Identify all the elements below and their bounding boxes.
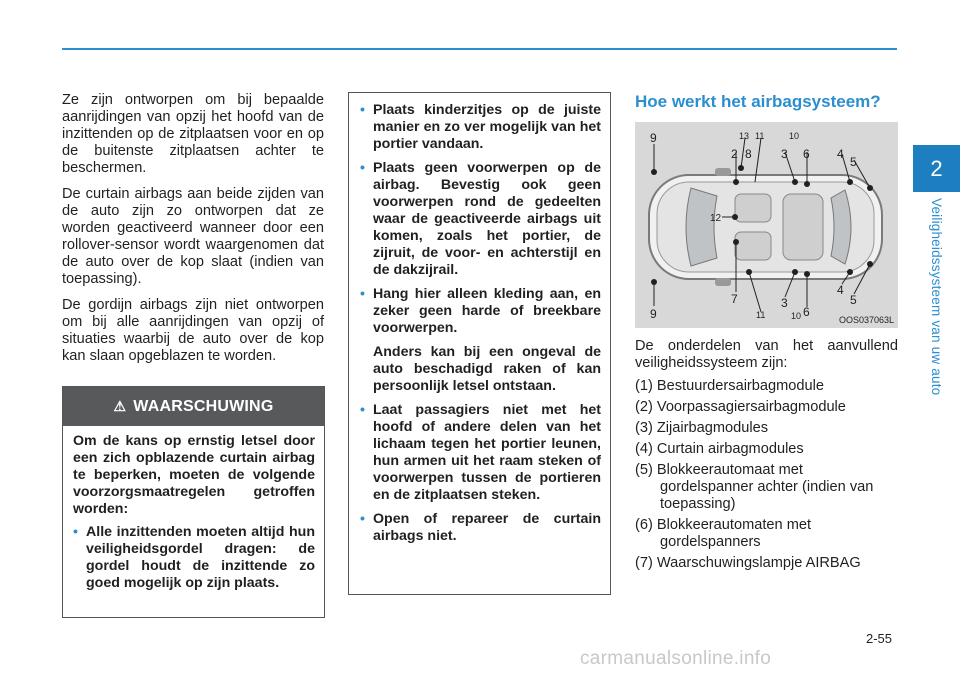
- list-item: (3) Zijairbagmodules: [635, 420, 769, 436]
- list-item: • Alle inzittenden moeten altijd hun veiligheidsgordel dragen: de gordel houdt de inzittende zo goed mogelijk op zijn plaats.: [73, 524, 315, 591]
- list-item: (5) Blokkeerautomaat met gordelspanner achter (indien van toepassing): [635, 462, 874, 512]
- bullet-icon: •: [360, 160, 365, 176]
- callout-label: 5: [850, 155, 857, 169]
- callout-label: 7: [731, 292, 738, 306]
- warning-header: [63, 387, 324, 426]
- caution-box: [348, 92, 611, 595]
- bullet-icon: •: [360, 102, 365, 118]
- chapter-number-tab: 2: [913, 145, 960, 192]
- header-rule: [62, 48, 897, 50]
- paragraph: De curtain airbags aan beide zijden van de auto zijn zo ontworpen dat ze worden geactiveerd wanneer door een rollover-sensor wordt waargenomen dat de auto over de kop slaat (indien van toepassing).: [62, 186, 324, 287]
- bullet-icon: •: [360, 286, 365, 302]
- warning-triangle-icon: ⚠: [113, 398, 127, 414]
- callout-label: 10: [789, 131, 800, 141]
- callout-label: 12: [710, 213, 722, 224]
- callout-label: 4: [837, 147, 844, 161]
- callout-label: 8: [745, 147, 752, 161]
- list-item: (4) Curtain airbagmodules: [635, 441, 804, 457]
- column-left: [62, 92, 324, 374]
- warning-box: [62, 386, 325, 618]
- list-item: (2) Voorpassagiersairbagmodule: [635, 399, 846, 415]
- callout-label: 3: [781, 296, 788, 310]
- warning-title: WAARSCHUWING: [133, 397, 274, 415]
- section-heading: Hoe werkt het airbagsysteem?: [635, 92, 881, 111]
- callout-label: 9: [650, 131, 657, 145]
- callout-label: 11: [755, 131, 765, 141]
- paragraph: De gordijn airbags zijn niet ontworpen om bij alle aanrijdingen van opzij of situaties waarbij de auto over de kop kan slaan opgeblazen te worden.: [62, 297, 324, 364]
- callout-label: 6: [803, 305, 810, 319]
- callout-labels: [635, 122, 898, 328]
- paragraph: Ze zijn ontworpen om bij bepaalde aanrijdingen van opzij het hoofd van de inzittenden op de zitplaatsen voor en op de buitenste zitplaatsen achter te beschermen.: [62, 92, 324, 176]
- list-item: (6) Blokkeerautomaten met gordelspanners: [635, 517, 812, 550]
- list-item: • Open of repareer de curtain airbags niet.: [360, 511, 601, 544]
- callout-label: 13: [739, 131, 750, 141]
- callout-label: 2: [731, 147, 738, 161]
- paragraph: De onderdelen van het aanvullend veiligheidssysteem zijn:: [635, 338, 898, 371]
- list-item: (1) Bestuurdersairbagmodule: [635, 378, 825, 394]
- figure-id: OOS037063L: [838, 315, 894, 325]
- list-item: • Plaats kinderzitjes op de juiste manier en zo ver mogelijk van het portier vandaan.: [360, 102, 601, 152]
- bullet-icon: •: [360, 511, 365, 527]
- column-right: [635, 338, 898, 576]
- continuation-text: Anders kan bij een ongeval de auto beschadigd raken of kan persoonlijk letsel ontstaan.: [373, 344, 601, 394]
- callout-label: 4: [837, 283, 844, 297]
- callout-label: 11: [756, 310, 766, 320]
- list-item: • Laat passagiers niet met het hoofd of andere delen van het lichaam tegen het portier leunen, hun armen uit het raam steken of voorwerpen tussen de portieren en de zitplaatsen steken.: [360, 402, 601, 503]
- list-item: • Hang hier alleen kleding aan, en zeker geen harde of breekbare voorwerpen.: [360, 286, 601, 336]
- callout-label: 9: [650, 307, 657, 321]
- list-item: • Plaats geen voorwerpen op de airbag. Bevestig ook geen voorwerpen rond de gedeelten waar de geactiveerde airbags uit komen, zoals het portier, de zijruit, de voor- en achterstijl en de dakzijrail.: [360, 160, 601, 278]
- callout-label: 6: [803, 147, 810, 161]
- callout-label: 10: [791, 311, 802, 321]
- warning-body: [63, 426, 324, 592]
- airbag-diagram: [635, 122, 898, 328]
- bullet-icon: •: [360, 402, 365, 418]
- list-item: (7) Waarschuwingslampje AIRBAG: [635, 555, 861, 571]
- warning-intro: Om de kans op ernstig letsel door een zich opblazende curtain airbag te beperken, moeten de volgende voorzorgsmaatregelen getroffen worden:: [73, 433, 315, 517]
- callout-label: 3: [781, 147, 788, 161]
- page-number: 2-55: [866, 631, 893, 646]
- bullet-icon: •: [73, 524, 78, 540]
- watermark: carmanualsonline.info: [580, 648, 772, 669]
- callout-label: 5: [850, 293, 857, 307]
- chapter-title: Veiligheidssysteem van uw auto: [929, 198, 944, 396]
